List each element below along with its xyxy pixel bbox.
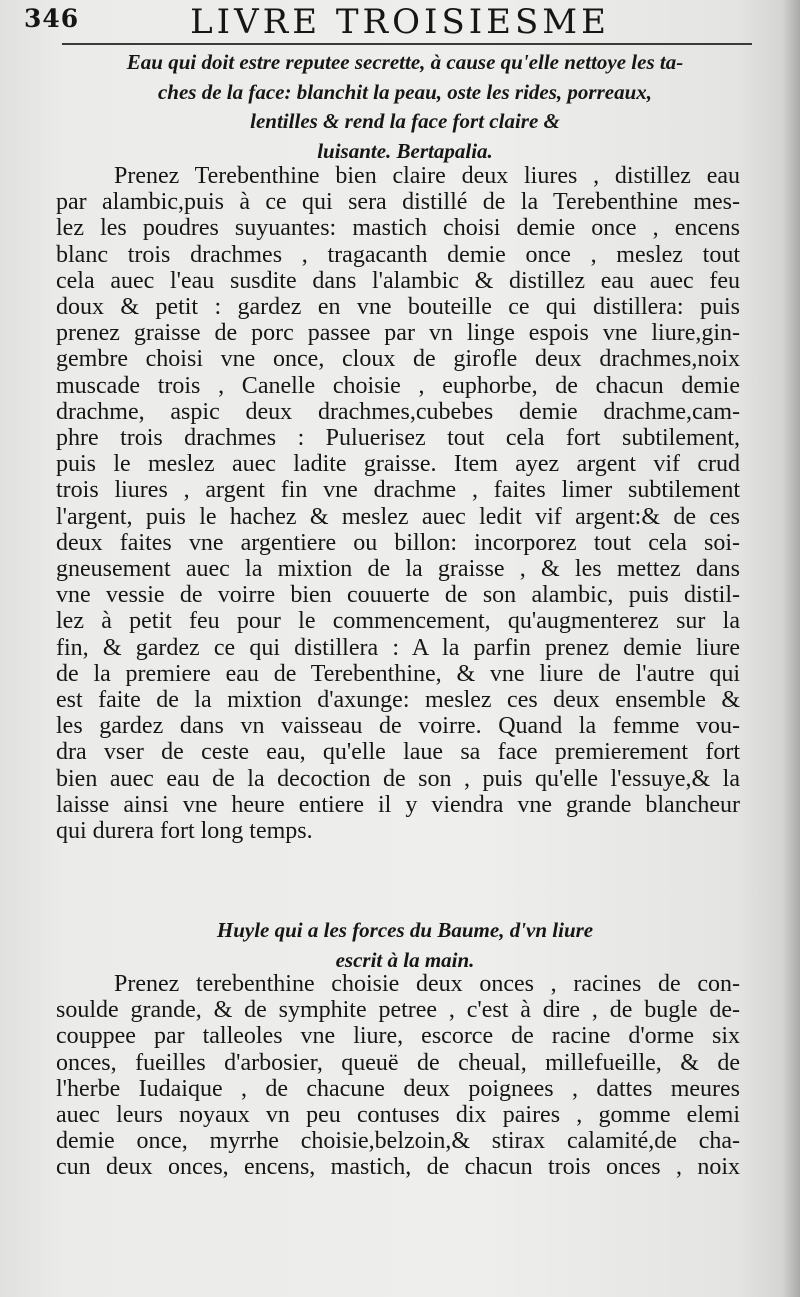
text-line: fin, & gardez ce qui distillera : A la parfin prenez demie liure [56,634,740,661]
text-line: gembre choisi vne once, cloux de girofle deux drachmes,noix [56,346,740,373]
heading-line: Eau qui doit estre reputee secrette, à cause qu'elle nettoye les ta- [126,50,684,74]
text-line: auec leurs noyaux vn peu contuses dix paires , gomme elemi [56,1102,740,1129]
text-line: Prenez terebenthine choisie deux onces , racines de con- [114,971,740,997]
text-line: les gardez dans vn vaisseau de voirre. Quand la femme vou- [56,713,740,740]
section-heading-huyle [60,916,750,975]
text-line: doux & petit : gardez en vne bouteille ce qui distillera: puis [56,294,740,321]
text-line: prenez graisse de porc passee par vn linge espois vne liure,gin- [56,320,740,347]
text-line: deux faites vne argentiere ou billon: incorporez tout cela soi- [56,529,740,556]
text-line: de la premiere eau de Terebenthine, & vne liure de l'autre qui [56,660,740,687]
heading-line: escrit à la main. [335,947,475,972]
heading-line: lentilles & rend la face fort claire & [250,109,560,133]
running-head: LIVRE TROISIESME [190,2,610,42]
text-line: drachme, aspic deux drachmes,cubebes demie drachme,cam- [56,398,740,425]
text-line: blanc trois drachmes , tragacanth demie once , meslez tout [56,241,740,268]
page-number: 346 [24,4,80,33]
section-body-eau [56,163,740,844]
text-line: soulde grande, & de symphite petree , c'est à dire , de bugle de- [56,997,740,1024]
text-line: muscade trois , Canelle choisie , euphorbe, de chacun demie [56,372,740,399]
text-line: lez à petit feu pour le commencement, qu'augmenterez sur la [56,608,740,635]
text-line: Prenez Terebenthine bien claire deux liures , distillez eau [114,163,740,189]
text-line: demie once, myrrhe choisie,belzoin,& stirax calamité,de cha- [56,1128,740,1155]
text-line: est faite de la mixtion d'axunge: meslez ces deux ensemble & [56,687,740,714]
text-line: onces, fueilles d'arbosier, queuë de cheual, millefueille, & de [56,1049,740,1076]
text-line: qui durera fort long temps. [56,818,313,845]
text-line: puis le meslez auec ladite graisse. Item ayez argent vif crud [56,451,740,478]
header-rule [62,43,752,45]
text-line: trois liures , argent fin vne drachme , faites limer subtilement [56,477,740,504]
heading-line: ches de la face: blanchit la peau, oste les rides, porreaux, [157,79,653,104]
text-line: par alambic,puis à ce qui sera distillé de la Terebenthine mes- [56,189,740,216]
text-line: gneusement auec la mixtion de la graisse , & les mettez dans [56,556,740,583]
text-line: vne vessie de voirre bien couuerte de son alambic, puis distil- [56,582,740,609]
heading-line: Huyle qui a les forces du Baume, d'vn liure [216,918,594,942]
text-line: cela auec l'eau susdite dans l'alambic & distillez eau auec feu [56,267,740,294]
text-line: phre trois drachmes : Puluerisez tout cela fort subtilement, [56,425,740,452]
text-line: couppee par talleoles vne liure, escorce de racine d'orme six [56,1023,740,1050]
text-line: l'argent, puis le hachez & meslez auec ledit vif argent:& de ces [56,503,740,530]
text-line: cun deux onces, encens, mastich, de chacun trois onces , noix [56,1154,740,1181]
text-line: laisse ainsi vne heure entiere il y viendra vne grande blancheur [56,791,740,818]
gutter-shadow [782,0,800,1297]
section-body-huyle [56,971,740,1181]
text-line: l'herbe Iudaique , de chacune deux poignees , dattes meures [56,1075,740,1102]
text-line: bien auec eau de la decoction de son , puis qu'elle l'essuye,& la [56,765,740,792]
text-line: lez les poudres suyuantes: mastich choisi demie once , encens [56,215,740,242]
section-heading-eau [60,48,750,166]
heading-line: luisante. Bertapalia. [317,138,493,163]
text-line: dra vser de ceste eau, qu'elle laue sa face premierement fort [56,739,740,766]
